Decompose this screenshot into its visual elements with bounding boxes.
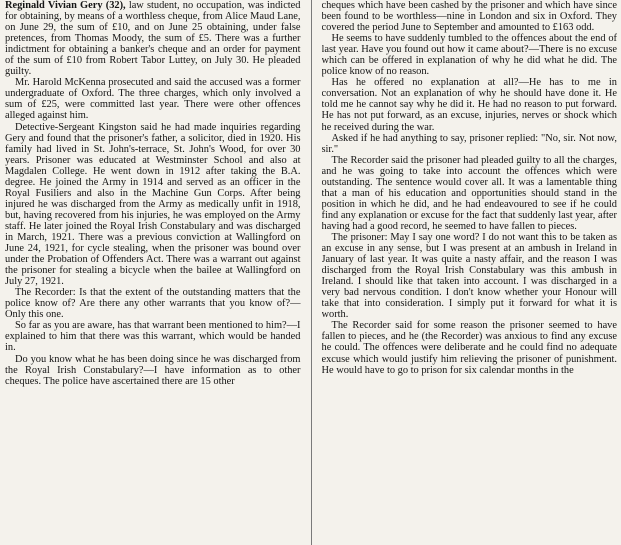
paragraph-text: Do you know what he has been doing since he was discharged from the Royal Irish Constabulary?—I have information as to other cheques. The police have ascertained there are 15 other	[5, 353, 301, 387]
article-paragraph	[5, 0, 301, 77]
article-paragraph	[322, 155, 618, 232]
paragraph-text: Has he offered no explanation at all?—He has to me in conversation. Not an explanation of why he should have done it. He told me he cannot say why he did it. He had no reason to put forward. He has not put forward, as an excuse, injuries, nerves or shock which he received during the war.	[321, 77, 617, 133]
paragraph-text: So far as you are aware, has that warrant been mentioned to him?—I explained to him that there was this warrant, which would be handed in.	[5, 320, 301, 354]
article-paragraph	[5, 122, 301, 288]
article-paragraph	[322, 232, 618, 320]
paragraph-text: The prisoner: May I say one word? I do not want this to be taken as an excuse in any sense, but I was present at an ambush in Ireland in January of last year. It was quite a nasty affair, and the reason I was discharged from the Royal Irish Constabulary was this ambush in Ireland. I should like that taken into account. I was discharged in a very bad nervous condition. I don't know whether your Honour will take that into consideration. I simply put it forward for what it is worth.	[321, 231, 617, 321]
article-paragraph	[5, 320, 301, 353]
article-paragraph	[322, 320, 618, 375]
article-paragraph	[322, 133, 618, 155]
paragraph-text: He seems to have suddenly tumbled to the offences about the end of last year. Have you found out how it came about?—There is no excuse which can be offered in explanation of why he did what he did. The police know of no reason.	[321, 33, 617, 78]
paragraph-text: Asked if he had anything to say, prisoner replied: "No, sir. Not now, sir."	[321, 132, 617, 155]
right-column	[322, 0, 618, 545]
left-column	[5, 0, 301, 545]
paragraph-text: Mr. Harold McKenna prosecuted and said the accused was a former undergraduate of Oxford. The three charges, which only involved a sum of £25, were committed last year. There were other offences alleged against him.	[5, 77, 301, 122]
article-paragraph	[322, 0, 618, 33]
article-paragraph	[5, 77, 301, 121]
article-paragraph	[5, 354, 301, 387]
paragraph-text: law student, no occupation, was indicted for obtaining, by means of a worthless cheque, from Alice Maud Lane, on June 29, the sum of £10, and on June 25 obtaining, under false pretences, from Thomas Moody, the sum of £5. There was a further indictment for obtaining a banker's cheque and an order for payment of the sum of £10 from Robert Tabor Luttey, on July 30. He pleaded guilty.	[5, 0, 301, 78]
paragraph-text: The Recorder said the prisoner had pleaded guilty to all the charges, and he was going to take into account the offences which were outstanding. The sentence would cover all. It was a lamentable thing that a man of his education and opportunities should stand in the position in which he did, and he had endeavoured to see if he could find any explanation or excuse for the fact that suddenly last year, after having had a good record, he seemed to have fallen to pieces.	[321, 154, 617, 232]
article-paragraph	[322, 33, 618, 77]
paragraph-text: cheques which have been cashed by the prisoner and which have since been found to be worthless—nine in London and six in Oxford. They covered the period June to September and amounted to £163 odd.	[321, 0, 617, 34]
paragraph-text: The Recorder said for some reason the prisoner seemed to have fallen to pieces, and he (the Recorder) was anxious to find any excuse he could. The offences were deliberate and he could find no adequate excuse which would justify him relieving the prisoner of punishment. He would have to go to prison for six calendar months in the	[321, 320, 617, 376]
article-paragraph	[322, 77, 618, 132]
article-paragraph	[5, 287, 301, 320]
paragraph-text: Detective-Sergeant Kingston said he had made inquiries regarding Gery and found that the prisoner's father, a solicitor, died in 1920. His family had lived in St. John's-terrace, St. John's Wood, for over 30 years. Prisoner was educated at Westminster School and also at Magdalen College. He went down in 1912 after taking the B.A. degree. He joined the Army in 1914 and served as an officer in the Royal Fusiliers and also in the Machine Gun Corps. After being injured he was discharged from the Army as medically unfit in 1918, but, having recovered from his injuries, he was employed on the Army staff. He later joined the Royal Irish Constabulary and was discharged in March, 1921. There was a previous conviction at Wallingford on June 24, 1921, for cycle stealing, when the prisoner was bound over under the Probation of Offenders Act. There was a warrant out against the prisoner for stealing a bicycle when the bailee at Wallingford on July 27, 1921.	[5, 121, 301, 288]
paragraph-text: The Recorder: Is that the extent of the outstanding matters that the police know of? Are there any other warrants that you know of?—Only this one.	[5, 287, 301, 321]
column-divider	[311, 0, 312, 545]
defendant-name: Reginald Vivian Gery (32),	[5, 0, 126, 11]
